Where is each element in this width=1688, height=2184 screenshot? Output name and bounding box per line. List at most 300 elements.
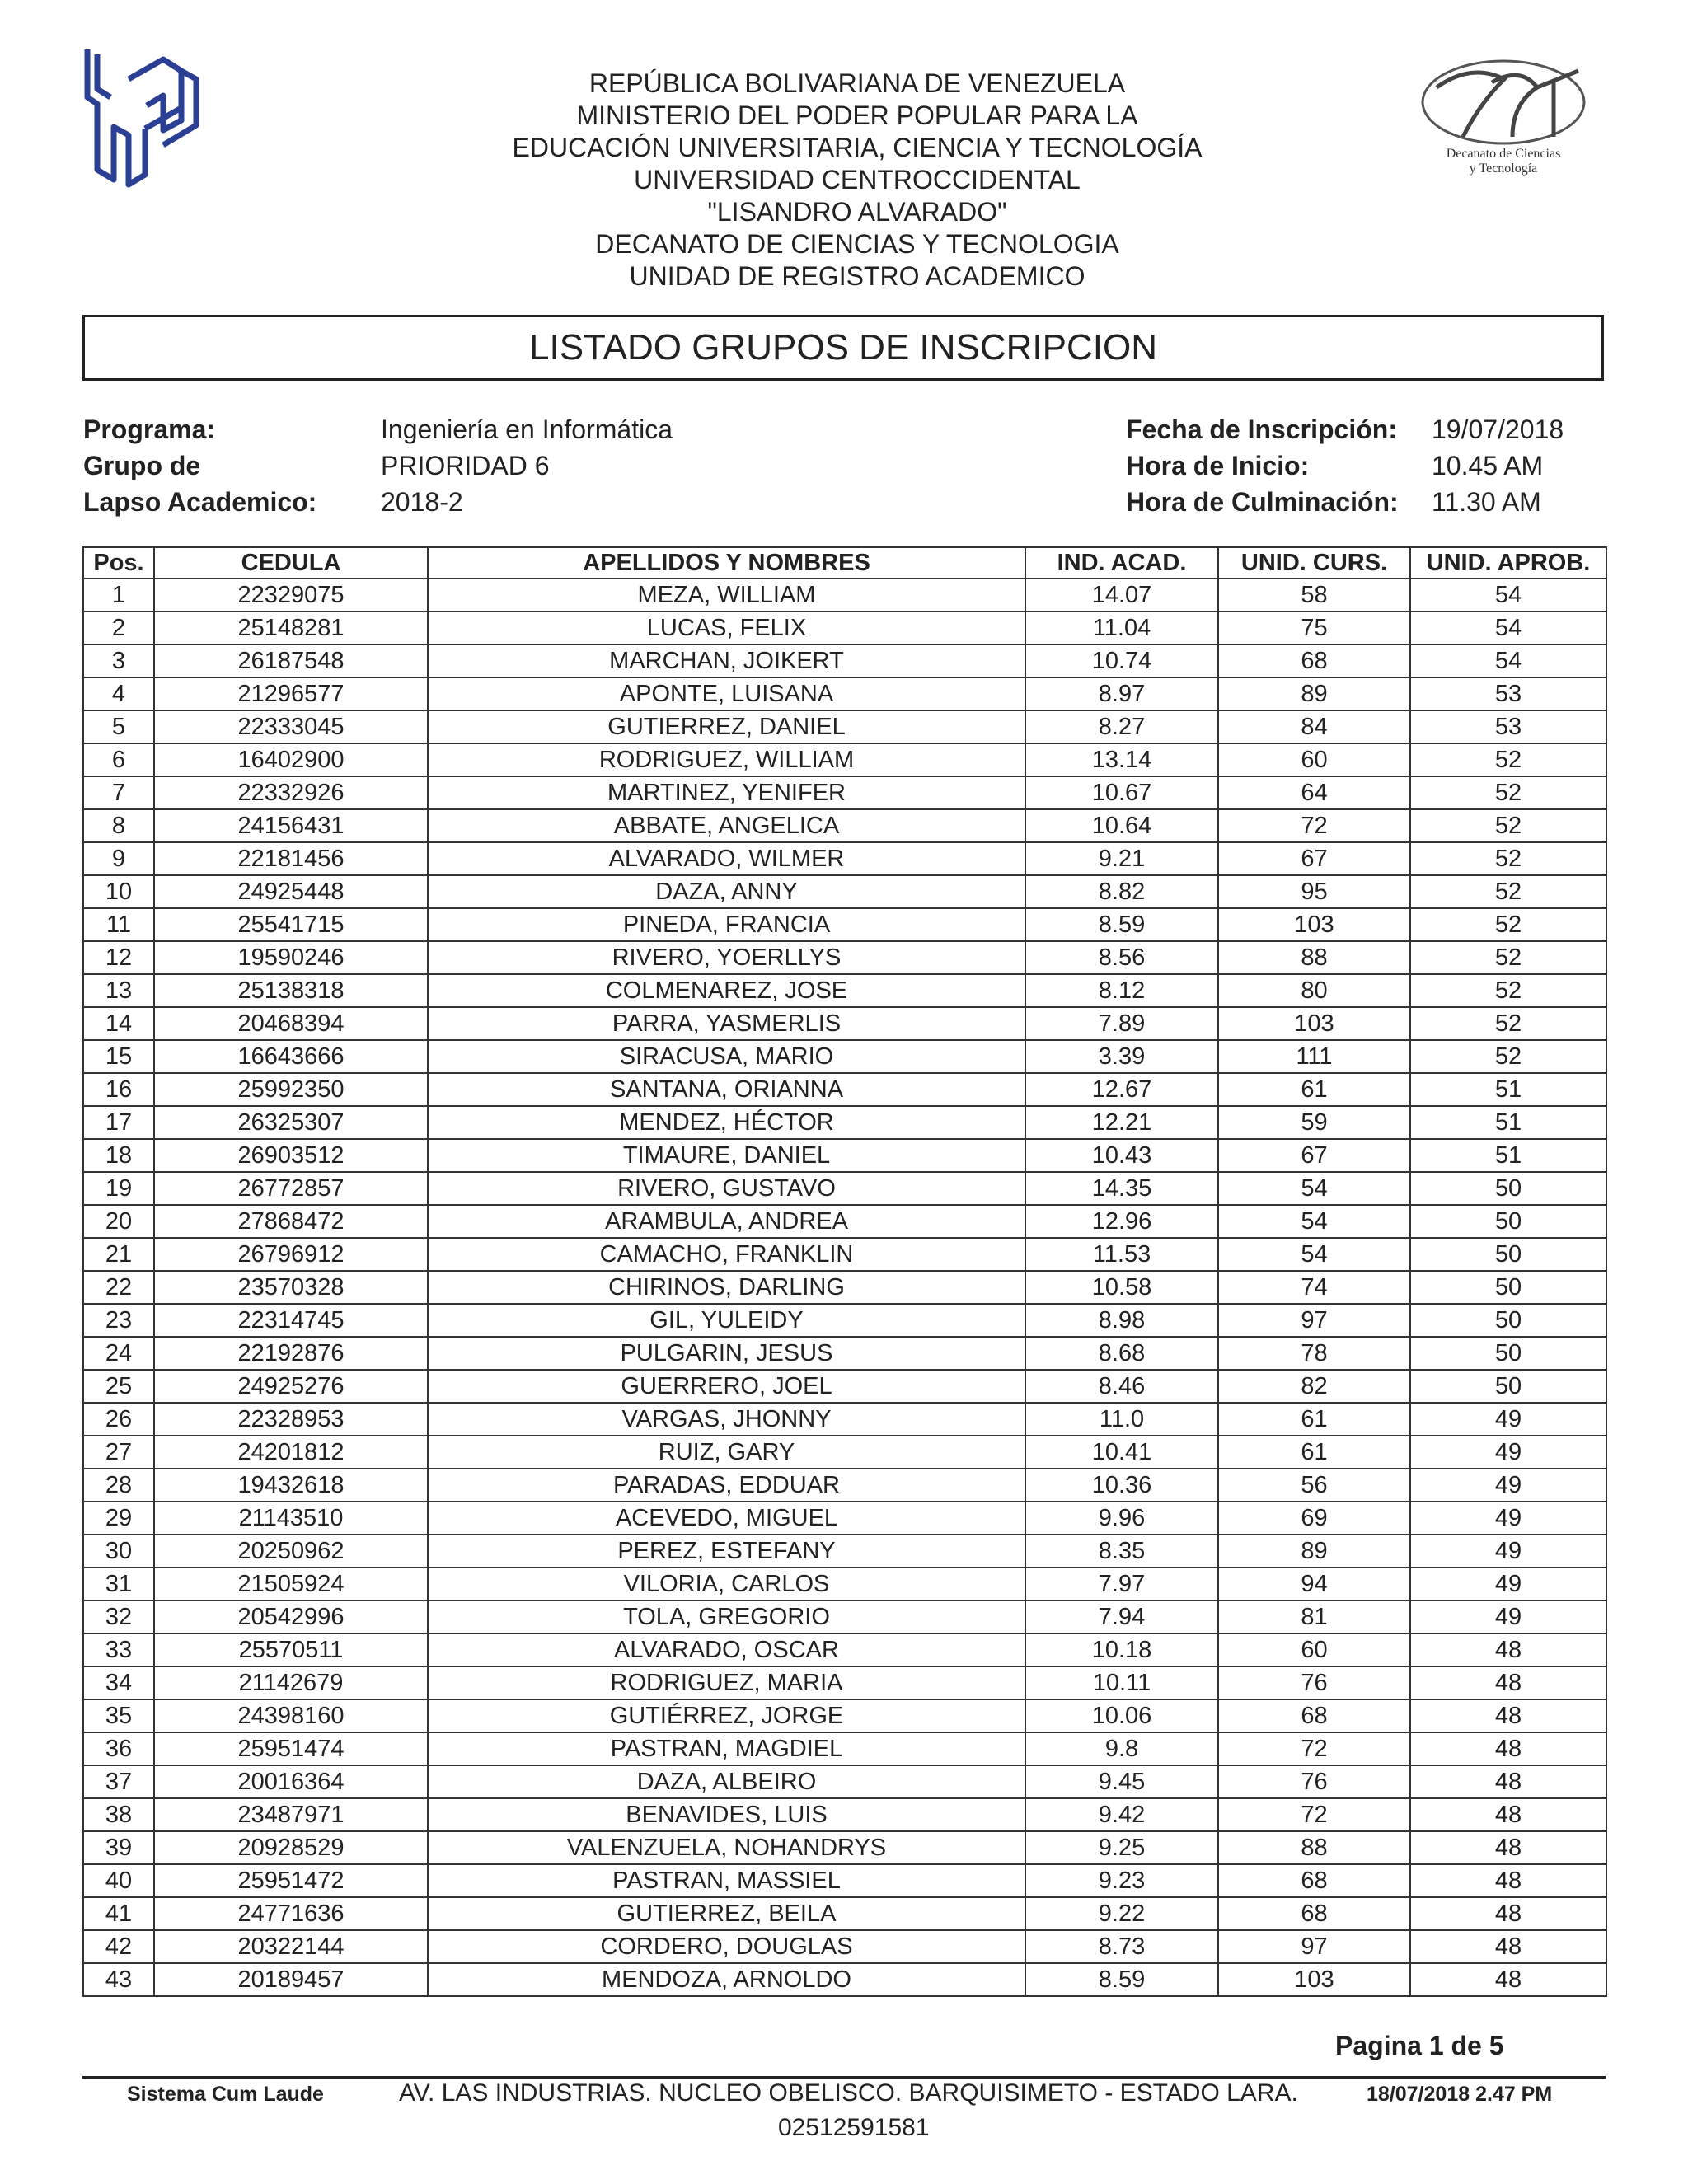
cell-ind-acad: 7.89 [1025,1007,1218,1040]
cell-nombres: DAZA, ALBEIRO [428,1765,1025,1798]
header-line: UNIVERSIDAD CENTROCCIDENTAL [634,165,1081,194]
cell-nombres: MARTINEZ, YENIFER [428,776,1025,809]
cell-unid-aprob: 48 [1410,1699,1606,1732]
lapso-value: 2018-2 [381,487,463,517]
cell-nombres: SANTANA, ORIANNA [428,1073,1025,1106]
table-row [83,1732,1606,1765]
cell-cedula: 20250962 [154,1535,428,1568]
cell-unid-curs: 68 [1218,1699,1410,1732]
cell-unid-curs: 72 [1218,809,1410,842]
cell-unid-aprob: 52 [1410,776,1606,809]
cell-ind-acad: 9.45 [1025,1765,1218,1798]
cell-ind-acad: 8.82 [1025,875,1218,908]
cell-ind-acad: 8.12 [1025,974,1218,1007]
cell-nombres: LUCAS, FELIX [428,612,1025,644]
cell-nombres: ALVARADO, OSCAR [428,1633,1025,1666]
grupo-label: Grupo de [83,451,201,480]
cell-cedula: 23570328 [154,1271,428,1304]
cell-nombres: PARRA, YASMERLIS [428,1007,1025,1040]
cell-unid-aprob: 52 [1410,941,1606,974]
cell-unid-aprob: 49 [1410,1568,1606,1601]
cell-unid-curs: 76 [1218,1765,1410,1798]
page-number: Pagina 1 de 5 [1335,2031,1504,2060]
cell-cedula: 16402900 [154,743,428,776]
footer-system-name: Sistema Cum Laude [127,2083,324,2106]
inicio-value: 10.45 AM [1432,451,1544,480]
table-row [83,1699,1606,1732]
cell-pos: 37 [83,1765,154,1798]
cell-ind-acad: 9.96 [1025,1502,1218,1535]
cell-unid-curs: 76 [1218,1666,1410,1699]
cell-unid-aprob: 48 [1410,1963,1606,1996]
cell-nombres: RODRIGUEZ, MARIA [428,1666,1025,1699]
cell-nombres: VILORIA, CARLOS [428,1568,1025,1601]
table-row [83,1897,1606,1930]
cell-cedula: 24771636 [154,1897,428,1930]
cell-pos: 15 [83,1040,154,1073]
cell-cedula: 23487971 [154,1798,428,1831]
cell-unid-aprob: 49 [1410,1469,1606,1502]
cell-cedula: 20468394 [154,1007,428,1040]
cell-unid-curs: 82 [1218,1370,1410,1403]
cell-cedula: 21296577 [154,677,428,710]
cell-cedula: 22332926 [154,776,428,809]
cell-ind-acad: 9.42 [1025,1798,1218,1831]
cell-unid-aprob: 50 [1410,1238,1606,1271]
cell-ind-acad: 8.56 [1025,941,1218,974]
logo-caption-line-2: y Tecnología [1469,162,1538,176]
cell-cedula: 25992350 [154,1073,428,1106]
cell-nombres: ACEVEDO, MIGUEL [428,1502,1025,1535]
cell-cedula: 25570511 [154,1633,428,1666]
cell-pos: 36 [83,1732,154,1765]
cell-unid-curs: 72 [1218,1732,1410,1765]
cell-cedula: 20928529 [154,1831,428,1864]
university-logo [81,46,204,188]
cell-cedula: 25951474 [154,1732,428,1765]
table-row [83,1403,1606,1436]
cell-ind-acad: 7.94 [1025,1601,1218,1633]
header-line: REPÚBLICA BOLIVARIANA DE VENEZUELA [588,68,1126,98]
table-row [83,1568,1606,1601]
cell-cedula: 21142679 [154,1666,428,1699]
cell-ind-acad: 8.97 [1025,677,1218,710]
programa-value: Ingeniería en Informática [381,415,673,444]
cell-pos: 33 [83,1633,154,1666]
table-row [83,1864,1606,1897]
cell-cedula: 20016364 [154,1765,428,1798]
cell-pos: 19 [83,1172,154,1205]
cell-pos: 43 [83,1963,154,1996]
cell-unid-aprob: 48 [1410,1732,1606,1765]
cell-unid-curs: 94 [1218,1568,1410,1601]
header-line: EDUCACIÓN UNIVERSITARIA, CIENCIA Y TECNOLOGÍA [512,133,1203,162]
cell-cedula: 26903512 [154,1139,428,1172]
culminacion-value: 11.30 AM [1432,487,1541,517]
table-row [83,1963,1606,1996]
cell-pos: 17 [83,1106,154,1139]
cell-unid-aprob: 51 [1410,1106,1606,1139]
programa-label: Programa: [83,415,216,444]
cell-unid-curs: 97 [1218,1304,1410,1337]
cell-ind-acad: 9.22 [1025,1897,1218,1930]
cell-unid-curs: 88 [1218,1831,1410,1864]
cell-unid-curs: 103 [1218,908,1410,941]
table-row [83,1930,1606,1963]
table-row [83,1436,1606,1469]
cell-unid-curs: 60 [1218,1633,1410,1666]
cell-nombres: RODRIGUEZ, WILLIAM [428,743,1025,776]
cell-nombres: PEREZ, ESTEFANY [428,1535,1025,1568]
cell-ind-acad: 10.18 [1025,1633,1218,1666]
cell-cedula: 26772857 [154,1172,428,1205]
cell-unid-aprob: 52 [1410,908,1606,941]
table-row [83,908,1606,941]
cell-cedula: 25541715 [154,908,428,941]
cell-unid-curs: 61 [1218,1073,1410,1106]
cell-ind-acad: 8.46 [1025,1370,1218,1403]
cell-cedula: 24201812 [154,1436,428,1469]
cell-nombres: ARAMBULA, ANDREA [428,1205,1025,1238]
cell-pos: 4 [83,677,154,710]
cell-nombres: CORDERO, DOUGLAS [428,1930,1025,1963]
table-row [83,1139,1606,1172]
cell-pos: 2 [83,612,154,644]
table-row [83,1337,1606,1370]
table-row [83,1007,1606,1040]
cell-unid-curs: 60 [1218,743,1410,776]
cell-cedula: 21505924 [154,1568,428,1601]
cell-cedula: 25138318 [154,974,428,1007]
table-row [83,842,1606,875]
info-right-values [1432,411,1564,520]
footer-phone: 02512591581 [778,2114,930,2141]
table-row [83,1666,1606,1699]
footer-divider [82,2076,1606,2079]
cell-unid-aprob: 52 [1410,875,1606,908]
cell-unid-aprob: 48 [1410,1897,1606,1930]
table-row [83,1765,1606,1798]
cell-ind-acad: 8.59 [1025,908,1218,941]
cell-pos: 38 [83,1798,154,1831]
table-row [83,612,1606,644]
cell-unid-curs: 75 [1218,612,1410,644]
cell-nombres: COLMENAREZ, JOSE [428,974,1025,1007]
cell-unid-aprob: 49 [1410,1601,1606,1633]
cell-ind-acad: 10.41 [1025,1436,1218,1469]
cell-unid-aprob: 49 [1410,1535,1606,1568]
cell-pos: 24 [83,1337,154,1370]
table-row [83,1106,1606,1139]
cell-unid-curs: 67 [1218,842,1410,875]
cell-ind-acad: 13.14 [1025,743,1218,776]
cell-nombres: RIVERO, GUSTAVO [428,1172,1025,1205]
cell-pos: 34 [83,1666,154,1699]
table-row [83,1535,1606,1568]
cell-unid-aprob: 48 [1410,1633,1606,1666]
header-line: "LISANDRO ALVARADO" [707,197,1007,227]
cell-unid-curs: 58 [1218,579,1410,612]
cell-nombres: SIRACUSA, MARIO [428,1040,1025,1073]
cell-pos: 8 [83,809,154,842]
cell-unid-aprob: 48 [1410,1930,1606,1963]
cell-nombres: GUTIÉRREZ, JORGE [428,1699,1025,1732]
cell-unid-curs: 54 [1218,1238,1410,1271]
cell-pos: 42 [83,1930,154,1963]
cell-pos: 30 [83,1535,154,1568]
cell-unid-curs: 80 [1218,974,1410,1007]
cell-unid-curs: 78 [1218,1337,1410,1370]
cell-pos: 29 [83,1502,154,1535]
cell-cedula: 26187548 [154,644,428,677]
cell-pos: 28 [83,1469,154,1502]
cell-cedula: 20322144 [154,1930,428,1963]
info-right-labels [1126,411,1399,520]
cell-unid-curs: 72 [1218,1798,1410,1831]
cell-unid-aprob: 50 [1410,1370,1606,1403]
cell-pos: 11 [83,908,154,941]
info-left-values [381,411,673,520]
cell-ind-acad: 10.06 [1025,1699,1218,1732]
cell-cedula: 22328953 [154,1403,428,1436]
column-header-unid-aprob: UNID. APROB. [1410,547,1606,579]
cell-ind-acad: 8.68 [1025,1337,1218,1370]
cell-ind-acad: 12.21 [1025,1106,1218,1139]
cell-nombres: BENAVIDES, LUIS [428,1798,1025,1831]
cell-ind-acad: 10.64 [1025,809,1218,842]
cell-pos: 3 [83,644,154,677]
cell-ind-acad: 10.74 [1025,644,1218,677]
cell-pos: 5 [83,710,154,743]
cell-nombres: MARCHAN, JOIKERT [428,644,1025,677]
table-row [83,974,1606,1007]
table-row [83,743,1606,776]
cell-ind-acad: 9.8 [1025,1732,1218,1765]
cell-unid-curs: 61 [1218,1403,1410,1436]
document-title: LISTADO GRUPOS DE INSCRIPCION [82,315,1604,381]
cell-pos: 35 [83,1699,154,1732]
cell-unid-aprob: 50 [1410,1271,1606,1304]
cell-nombres: MENDOZA, ARNOLDO [428,1963,1025,1996]
cell-ind-acad: 10.36 [1025,1469,1218,1502]
cell-nombres: MEZA, WILLIAM [428,579,1025,612]
cell-ind-acad: 10.58 [1025,1271,1218,1304]
cell-cedula: 16643666 [154,1040,428,1073]
cell-unid-curs: 68 [1218,644,1410,677]
cell-cedula: 20189457 [154,1963,428,1996]
column-header-ind-acad: IND. ACAD. [1025,547,1218,579]
cell-pos: 13 [83,974,154,1007]
cell-ind-acad: 10.11 [1025,1666,1218,1699]
cell-unid-curs: 68 [1218,1864,1410,1897]
table-row [83,809,1606,842]
cell-unid-curs: 54 [1218,1205,1410,1238]
cell-unid-aprob: 48 [1410,1831,1606,1864]
cell-unid-curs: 97 [1218,1930,1410,1963]
cell-unid-aprob: 52 [1410,1007,1606,1040]
cell-unid-curs: 103 [1218,1963,1410,1996]
table-row [83,1601,1606,1633]
header-line: DECANATO DE CIENCIAS Y TECNOLOGIA [595,229,1119,259]
cell-unid-curs: 89 [1218,677,1410,710]
table-row [83,1469,1606,1502]
cell-unid-curs: 69 [1218,1502,1410,1535]
cell-unid-curs: 89 [1218,1535,1410,1568]
table-row [83,677,1606,710]
cell-unid-aprob: 48 [1410,1864,1606,1897]
cell-pos: 23 [83,1304,154,1337]
cell-unid-curs: 68 [1218,1897,1410,1930]
institution-header [363,68,1352,293]
cell-cedula: 19590246 [154,941,428,974]
cell-unid-aprob: 48 [1410,1798,1606,1831]
header-line: MINISTERIO DEL PODER POPULAR PARA LA [576,101,1138,130]
cell-pos: 16 [83,1073,154,1106]
cell-cedula: 22329075 [154,579,428,612]
table-row [83,710,1606,743]
cell-cedula: 25148281 [154,612,428,644]
info-left-labels [83,411,316,520]
cell-nombres: ABBATE, ANGELICA [428,809,1025,842]
footer-timestamp: 18/07/2018 2.47 PM [1367,2083,1553,2106]
cell-pos: 21 [83,1238,154,1271]
cell-unid-curs: 54 [1218,1172,1410,1205]
cell-cedula: 22192876 [154,1337,428,1370]
cell-cedula: 25951472 [154,1864,428,1897]
cell-cedula: 22181456 [154,842,428,875]
cell-unid-aprob: 54 [1410,644,1606,677]
cell-unid-curs: 88 [1218,941,1410,974]
cell-unid-aprob: 52 [1410,809,1606,842]
cell-pos: 40 [83,1864,154,1897]
cell-unid-curs: 59 [1218,1106,1410,1139]
cell-cedula: 24398160 [154,1699,428,1732]
cell-unid-curs: 84 [1218,710,1410,743]
cell-pos: 7 [83,776,154,809]
cell-nombres: GUTIERREZ, DANIEL [428,710,1025,743]
inicio-label: Hora de Inicio: [1126,451,1310,480]
cell-pos: 6 [83,743,154,776]
cell-cedula: 22314745 [154,1304,428,1337]
cell-unid-aprob: 49 [1410,1502,1606,1535]
cell-unid-aprob: 53 [1410,677,1606,710]
cell-nombres: RUIZ, GARY [428,1436,1025,1469]
cell-unid-curs: 111 [1218,1040,1410,1073]
cell-ind-acad: 8.98 [1025,1304,1218,1337]
enrollment-table [82,546,1607,1997]
table-row [83,1633,1606,1666]
table-row [83,1831,1606,1864]
cell-cedula: 24156431 [154,809,428,842]
cell-ind-acad: 14.35 [1025,1172,1218,1205]
column-header-nombres: APELLIDOS Y NOMBRES [428,547,1025,579]
cell-unid-curs: 64 [1218,776,1410,809]
table-row [83,579,1606,612]
cell-cedula: 20542996 [154,1601,428,1633]
table-row [83,776,1606,809]
cell-nombres: ALVARADO, WILMER [428,842,1025,875]
cell-pos: 1 [83,579,154,612]
cell-ind-acad: 10.43 [1025,1139,1218,1172]
cell-pos: 32 [83,1601,154,1633]
cell-unid-aprob: 49 [1410,1403,1606,1436]
cell-unid-aprob: 50 [1410,1172,1606,1205]
cell-pos: 14 [83,1007,154,1040]
cell-unid-aprob: 49 [1410,1436,1606,1469]
cell-pos: 25 [83,1370,154,1403]
cell-unid-curs: 61 [1218,1436,1410,1469]
cell-pos: 9 [83,842,154,875]
table-row [83,1073,1606,1106]
cell-unid-aprob: 52 [1410,842,1606,875]
fecha-label: Fecha de Inscripción: [1126,415,1397,444]
cell-ind-acad: 8.35 [1025,1535,1218,1568]
cell-nombres: GUERRERO, JOEL [428,1370,1025,1403]
cell-pos: 26 [83,1403,154,1436]
footer-address: AV. LAS INDUSTRIAS. NUCLEO OBELISCO. BARQUISIMETO - ESTADO LARA. [399,2079,1298,2107]
lapso-label: Lapso Academico: [83,487,317,517]
cell-ind-acad: 9.23 [1025,1864,1218,1897]
cell-ind-acad: 7.97 [1025,1568,1218,1601]
column-header-unid-curs: UNID. CURS. [1218,547,1410,579]
cell-unid-aprob: 50 [1410,1304,1606,1337]
cell-ind-acad: 12.67 [1025,1073,1218,1106]
cell-pos: 22 [83,1271,154,1304]
cell-nombres: VALENZUELA, NOHANDRYS [428,1831,1025,1864]
cell-unid-aprob: 52 [1410,974,1606,1007]
cell-nombres: CHIRINOS, DARLING [428,1271,1025,1304]
cell-nombres: TIMAURE, DANIEL [428,1139,1025,1172]
cell-ind-acad: 9.21 [1025,842,1218,875]
culminacion-label: Hora de Culminación: [1126,487,1399,517]
cell-unid-aprob: 51 [1410,1073,1606,1106]
cell-cedula: 24925448 [154,875,428,908]
cell-unid-aprob: 50 [1410,1205,1606,1238]
cell-pos: 18 [83,1139,154,1172]
cell-ind-acad: 11.04 [1025,612,1218,644]
cell-nombres: TOLA, GREGORIO [428,1601,1025,1633]
cell-unid-aprob: 54 [1410,579,1606,612]
cell-cedula: 24925276 [154,1370,428,1403]
table-row [83,941,1606,974]
cell-cedula: 26325307 [154,1106,428,1139]
cell-ind-acad: 10.67 [1025,776,1218,809]
table-row [83,1271,1606,1304]
cell-unid-aprob: 52 [1410,1040,1606,1073]
header-line: UNIDAD DE REGISTRO ACADEMICO [629,261,1085,291]
cell-cedula: 22333045 [154,710,428,743]
cell-unid-aprob: 52 [1410,743,1606,776]
table-row [83,875,1606,908]
table-body [83,579,1606,1996]
cell-pos: 39 [83,1831,154,1864]
cell-unid-curs: 56 [1218,1469,1410,1502]
cell-cedula: 21143510 [154,1502,428,1535]
cell-ind-acad: 8.73 [1025,1930,1218,1963]
table-row [83,1502,1606,1535]
cell-pos: 31 [83,1568,154,1601]
table-header-row [83,547,1606,579]
cell-nombres: CAMACHO, FRANKLIN [428,1238,1025,1271]
cell-nombres: PASTRAN, MASSIEL [428,1864,1025,1897]
cell-nombres: APONTE, LUISANA [428,677,1025,710]
cell-nombres: PULGARIN, JESUS [428,1337,1025,1370]
column-header-pos: Pos. [83,547,154,579]
column-header-cedula: CEDULA [154,547,428,579]
table-row [83,1205,1606,1238]
cell-unid-aprob: 54 [1410,612,1606,644]
cell-nombres: VARGAS, JHONNY [428,1403,1025,1436]
